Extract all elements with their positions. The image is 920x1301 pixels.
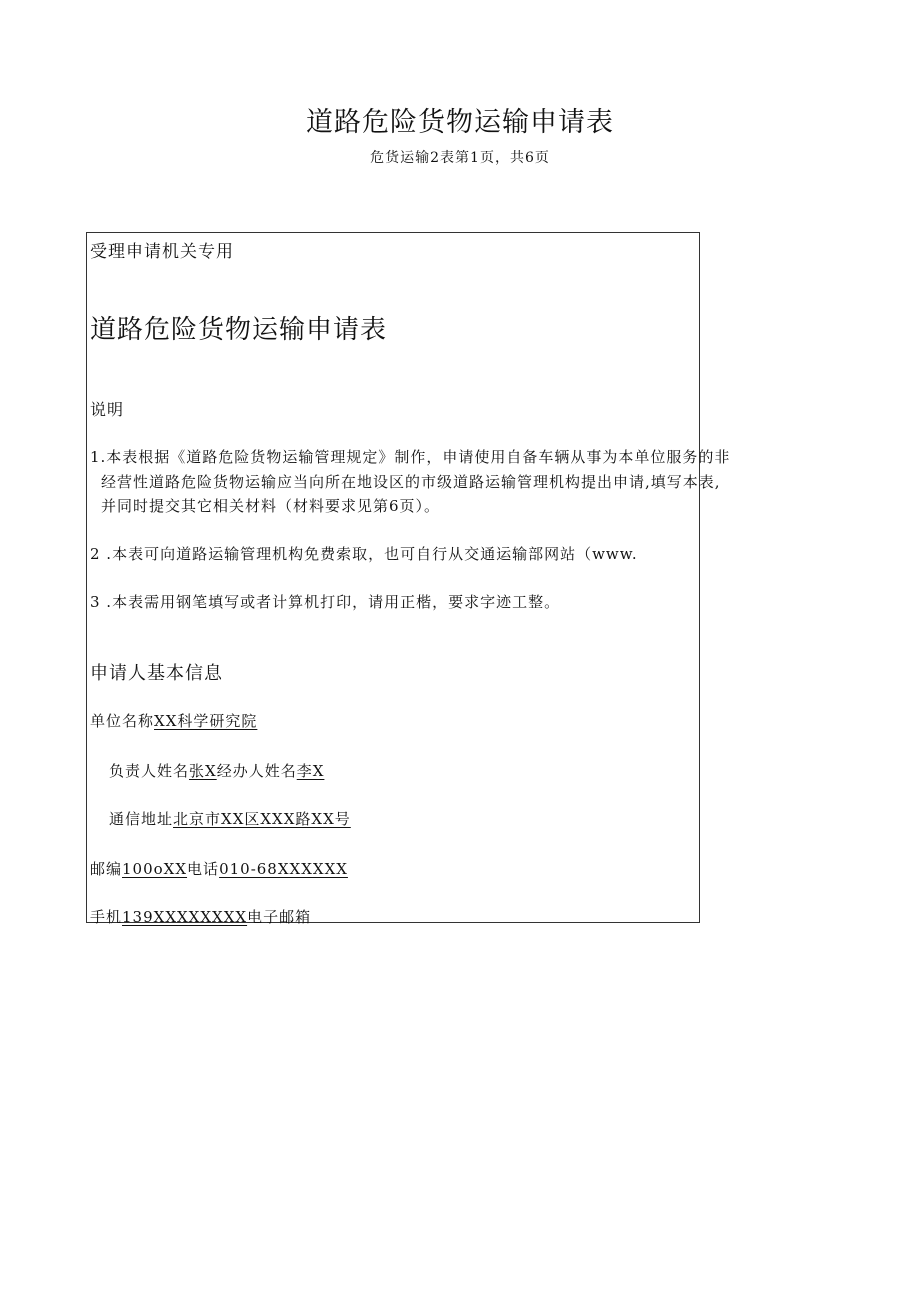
email-label: 电子邮箱 (247, 908, 312, 926)
person-row (109, 760, 324, 781)
unit-name-row (90, 710, 257, 731)
mobile-email-row (90, 906, 311, 927)
note-1-line-3: 并同时提交其它相关材料（材料要求见第6页）。 (101, 497, 441, 515)
person-in-charge-field[interactable]: 张X (189, 762, 217, 780)
unit-name-field[interactable]: XX科学研究院 (154, 712, 258, 730)
note-1-line-2: 经营性道路危险货物运输应当向所在地设区的市级道路运输管理机构提出申请,填写本表, (101, 473, 721, 491)
phone-label: 电话 (187, 860, 220, 878)
address-row (109, 808, 351, 829)
postcode-phone-row (90, 858, 348, 879)
note-1-line-1: 1.本表根据《道路危险货物运输管理规定》制作，申请使用自备车辆从事为本单位服务的非 (90, 448, 731, 466)
unit-name-label: 单位名称 (90, 712, 155, 730)
address-field[interactable]: 北京市XX区XXX路XX号 (173, 810, 351, 828)
note-3: 3 .本表需用钢笔填写或者计算机打印，请用正楷，要求字迹工整。 (90, 593, 561, 611)
mobile-field[interactable]: 139XXXXXXXX (122, 908, 248, 926)
page-title: 道路危险货物运输申请表 (306, 107, 614, 138)
mobile-label: 手机 (90, 908, 123, 926)
postcode-label: 邮编 (90, 860, 123, 878)
postcode-field[interactable]: 100oXX (122, 860, 188, 878)
note-2: 2 .本表可向道路运输管理机构免费索取，也可自行从交通运输部网站（www. (90, 545, 638, 563)
address-label: 通信地址 (109, 810, 174, 828)
handler-label: 经办人姓名 (216, 762, 297, 780)
handler-field[interactable]: 李X (296, 762, 325, 780)
page-subtitle: 危货运输2表第1页，共6页 (370, 150, 550, 166)
form-title: 道路危险货物运输申请表 (90, 315, 388, 345)
application-form (86, 232, 731, 926)
phone-field[interactable]: 010-68XXXXXX (219, 860, 348, 878)
section-title: 申请人基本信息 (90, 663, 223, 684)
person-in-charge-label: 负责人姓名 (109, 762, 190, 780)
notes-title: 说明 (90, 400, 125, 419)
office-use-label: 受理申请机关专用 (90, 242, 234, 262)
